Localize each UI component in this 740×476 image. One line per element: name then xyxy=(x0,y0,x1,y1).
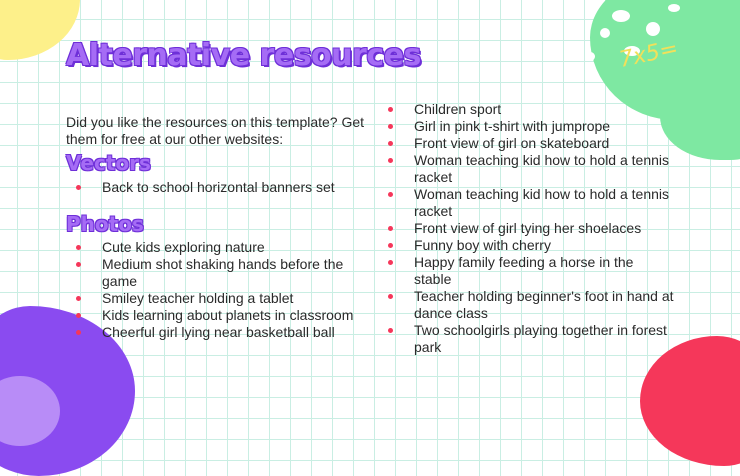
list-item[interactable]: Funny boy with cherry xyxy=(378,237,674,254)
white-dot-decoration xyxy=(600,28,610,38)
white-dot-decoration xyxy=(612,10,630,22)
photos-list-continued xyxy=(378,101,674,356)
list-item[interactable]: Woman teaching kid how to hold a tennis racket xyxy=(378,152,674,186)
math-doodle: 7x5= xyxy=(616,36,680,73)
list-item[interactable]: Cute kids exploring nature xyxy=(66,239,372,256)
white-dot-decoration xyxy=(668,4,680,12)
white-dot-decoration xyxy=(646,22,660,36)
list-item[interactable]: Cheerful girl lying near basketball ball xyxy=(66,324,372,341)
list-item[interactable]: Girl in pink t-shirt with jumprope xyxy=(378,118,674,135)
list-item[interactable]: Teacher holding beginner's foot in hand at dance class xyxy=(378,288,674,322)
intro-text: Did you like the resources on this template? Get them for free at our other websites: xyxy=(66,114,365,147)
list-item[interactable]: Medium shot shaking hands before the game xyxy=(66,256,372,290)
list-item[interactable]: Kids learning about planets in classroom xyxy=(66,307,372,324)
slide-title: Alternative resources xyxy=(66,38,421,73)
white-dot-decoration xyxy=(586,52,595,61)
list-item[interactable]: Woman teaching kid how to hold a tennis racket xyxy=(378,186,674,220)
list-item[interactable]: Smiley teacher holding a tablet xyxy=(66,290,372,307)
list-item[interactable]: Back to school horizontal banners set xyxy=(66,179,366,196)
list-item[interactable]: Front view of girl on skateboard xyxy=(378,135,674,152)
list-item[interactable]: Happy family feeding a horse in the stable xyxy=(378,254,674,288)
list-item[interactable]: Two schoolgirls playing together in forest park xyxy=(378,322,674,356)
list-item[interactable]: Children sport xyxy=(378,101,674,118)
vectors-heading: Vectors xyxy=(66,151,151,175)
photos-list xyxy=(66,239,372,341)
list-item[interactable]: Front view of girl tying her shoelaces xyxy=(378,220,674,237)
vectors-list xyxy=(66,179,366,196)
photos-heading: Photos xyxy=(66,212,144,236)
